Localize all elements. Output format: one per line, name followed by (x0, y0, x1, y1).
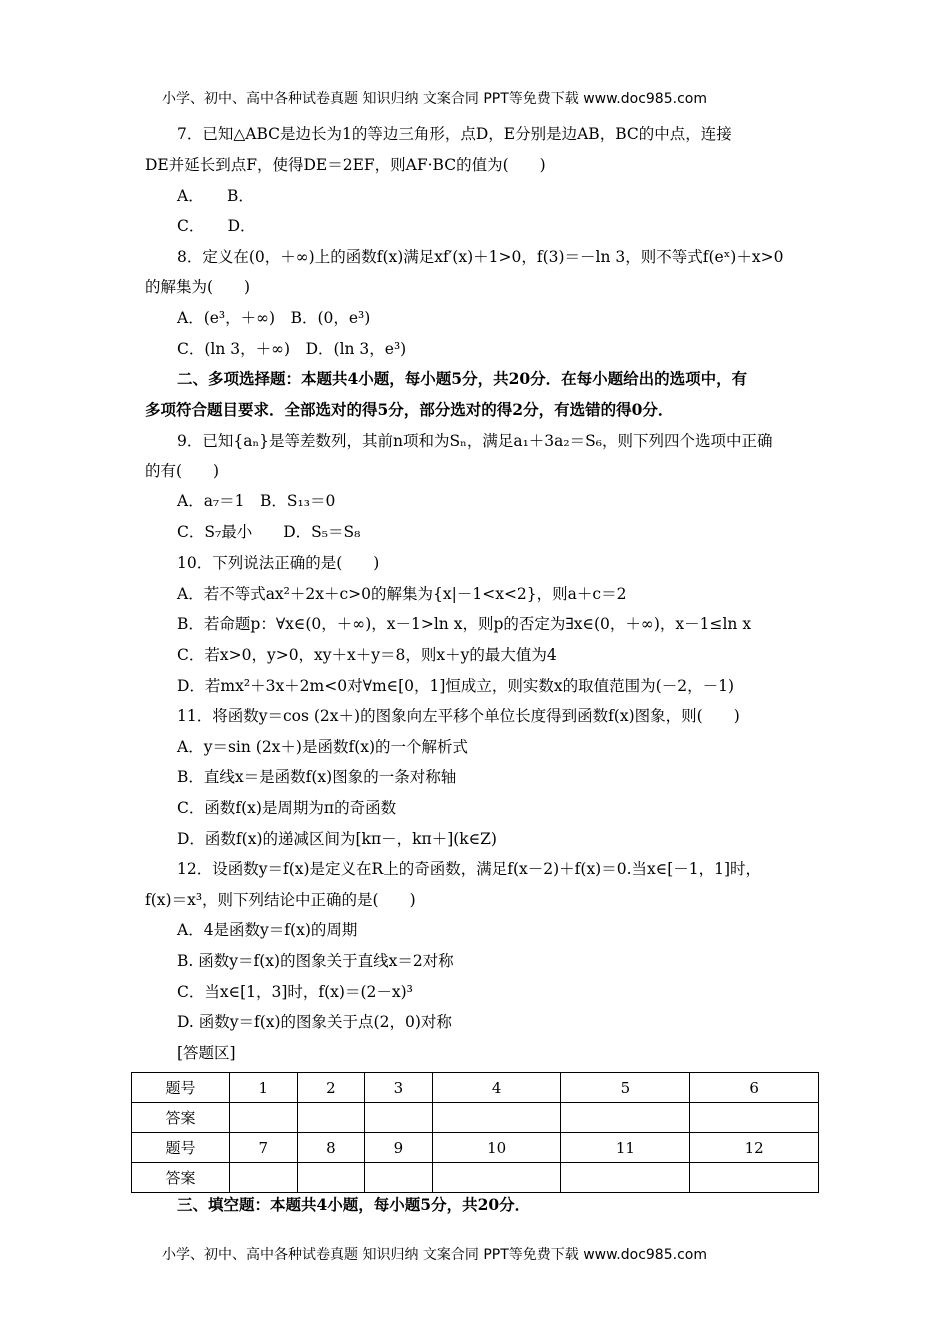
q12-line1: 12．设函数y＝f(x)是定义在R上的奇函数，满足f(x－2)＋f(x)＝0.当x∈[－1，1]时， (177, 860, 762, 878)
q11-option-d: D．函数f(x)的递减区间为[kπ－，kπ＋](k∈Z) (177, 830, 497, 848)
row-label-number: 题号 (132, 1073, 230, 1103)
row-label-answer: 答案 (132, 1103, 230, 1133)
q10-option-b: B．若命题p：∀x∈(0，＋∞)，x－1>ln x，则p的否定为∃x∈(0，＋∞)，x－1≤ln x (177, 615, 752, 633)
q9-options-ab: A．a₇＝1 B．S₁₃＝0 (177, 492, 336, 510)
page-header: 小学、初中、高中各种试卷真题 知识归纳 文案合同 PPT等免费下载 www.doc985.com (162, 91, 707, 107)
answer-cell[interactable] (230, 1163, 298, 1193)
answer-cell[interactable] (432, 1163, 561, 1193)
answer-cell[interactable] (365, 1163, 433, 1193)
table-row (132, 1073, 819, 1103)
q7-options-cd: C． D． (177, 217, 256, 235)
row-label-number: 题号 (132, 1133, 230, 1163)
answer-cell[interactable] (561, 1103, 690, 1133)
q12-option-b: B. 函数y＝f(x)的图象关于直线x＝2对称 (177, 952, 454, 970)
q10-option-c: C．若x>0，y>0，xy＋x＋y＝8，则x＋y的最大值为4 (177, 646, 557, 664)
q7-line1: 7．已知△ABC是边长为1的等边三角形，点D，E分别是边AB，BC的中点，连接 (177, 125, 732, 143)
answer-cell[interactable] (432, 1103, 561, 1133)
row-label-answer: 答案 (132, 1163, 230, 1193)
question-number-cell: 8 (297, 1133, 365, 1163)
table-row (132, 1163, 819, 1193)
answer-cell[interactable] (297, 1103, 365, 1133)
q9-options-cd: C．S₇最小 D．S₅＝S₈ (177, 523, 361, 541)
q7-line2: DE并延长到点F，使得DE＝2EF，则AF·BC的值为( ) (145, 156, 546, 174)
q11-stem: 11．将函数y＝cos (2x＋)的图象向左平移个单位长度得到函数f(x)图象，则( ) (177, 707, 740, 725)
question-number-cell: 9 (365, 1133, 433, 1163)
q12-option-c: C．当x∈[1，3]时，f(x)＝(2－x)³ (177, 983, 413, 1001)
section2-line1: 二、多项选择题：本题共4小题，每小题5分，共20分．在每小题给出的选项中，有 (177, 369, 748, 388)
q11-option-a: A．y＝sin (2x＋)是函数f(x)的一个解析式 (177, 738, 469, 756)
question-number-cell: 4 (432, 1073, 561, 1103)
q9-line1: 9．已知{aₙ}是等差数列，其前n项和为Sₙ，满足a₁＋3a₂＝S₆，则下列四个选项中正确 (177, 432, 773, 450)
answer-cell[interactable] (561, 1163, 690, 1193)
q8-options-cd: C．(ln 3，＋∞) D．(ln 3，e³) (177, 340, 407, 358)
q8-line2: 的解集为( ) (145, 278, 251, 296)
question-number-cell: 6 (690, 1073, 819, 1103)
q11-option-c: C．函数f(x)是周期为π的奇函数 (177, 799, 397, 817)
q12-option-d: D. 函数y＝f(x)的图象关于点(2，0)对称 (177, 1013, 452, 1031)
question-number-cell: 12 (690, 1133, 819, 1163)
q12-line2: f(x)＝x³，则下列结论中正确的是( ) (145, 891, 416, 909)
question-number-cell: 7 (230, 1133, 298, 1163)
question-number-cell: 10 (432, 1133, 561, 1163)
q7-options-ab: A． B． (177, 187, 254, 205)
answer-cell[interactable] (230, 1103, 298, 1133)
q11-option-b: B．直线x＝是函数f(x)图象的一条对称轴 (177, 768, 457, 786)
question-number-cell: 11 (561, 1133, 690, 1163)
table-row (132, 1133, 819, 1163)
section-3-heading: 三、填空题：本题共4小题，每小题5分，共20分． (177, 1195, 531, 1214)
answer-cell[interactable] (365, 1103, 433, 1133)
question-number-cell: 3 (365, 1073, 433, 1103)
table-row (132, 1103, 819, 1133)
answer-cell[interactable] (690, 1163, 819, 1193)
section2-line2: 多项符合题目要求．全部选对的得5分，部分选对的得2分，有选错的得0分． (145, 400, 674, 419)
q8-line1: 8．定义在(0，＋∞)上的函数f(x)满足xf′(x)＋1>0，f(3)＝－ln 3，则不等式f(eˣ)＋x>0 (177, 248, 784, 266)
q10-option-a: A．若不等式ax²＋2x＋c>0的解集为{x|－1<x<2}，则a＋c＝2 (177, 585, 627, 603)
answer-cell[interactable] (690, 1103, 819, 1133)
answer-cell[interactable] (297, 1163, 365, 1193)
q9-line2: 的有( ) (145, 462, 220, 480)
answer-area-label: [答题区] (177, 1044, 236, 1062)
q10-option-d: D．若mx²＋3x＋2m<0对∀m∈[0，1]恒成立，则实数x的取值范围为(－2，－1) (177, 677, 734, 695)
question-number-cell: 5 (561, 1073, 690, 1103)
page-footer: 小学、初中、高中各种试卷真题 知识归纳 文案合同 PPT等免费下载 www.doc985.com (162, 1247, 707, 1263)
answer-table (131, 1072, 819, 1193)
question-number-cell: 2 (297, 1073, 365, 1103)
q8-options-ab: A．(e³，＋∞) B．(0，e³) (177, 309, 371, 327)
q10-stem: 10．下列说法正确的是( ) (177, 554, 380, 572)
question-number-cell: 1 (230, 1073, 298, 1103)
q12-option-a: A．4是函数y＝f(x)的周期 (177, 921, 358, 939)
